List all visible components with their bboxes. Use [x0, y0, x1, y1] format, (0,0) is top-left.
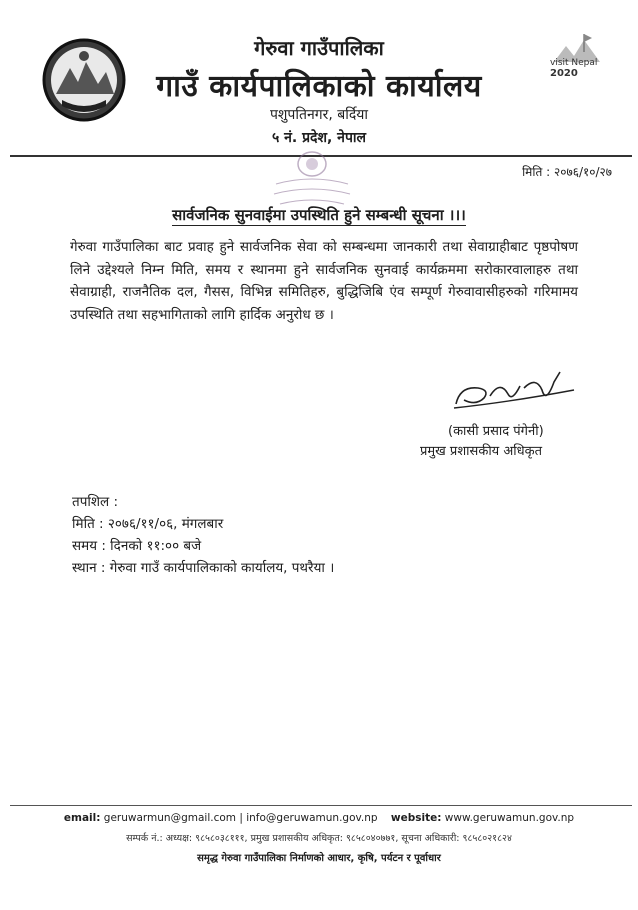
event-place: स्थान : गेरुवा गाउँ कार्यपालिकाको कार्यालय, पथरैया । — [72, 560, 335, 576]
office-province: ५ नं. प्रदेश, नेपाल — [271, 130, 367, 146]
website-label: website: — [390, 812, 442, 824]
office-stamp-icon — [266, 140, 358, 214]
footer-divider — [10, 805, 632, 806]
visit-nepal-label: visit Nepal — [550, 58, 598, 68]
notice-date: मिति : २०७६/१०/२७ — [522, 165, 612, 179]
website-value: www.geruwamun.gov.np — [444, 812, 575, 824]
footer-contacts — [0, 812, 638, 824]
municipality-name: गेरुवा गाउँपालिका — [254, 36, 384, 60]
email-value: geruwarmun@gmail.com | info@geruwamun.gov.np — [103, 812, 378, 824]
details-heading: तपशिल : — [72, 494, 119, 510]
office-address: पशुपतिनगर, बर्दिया — [269, 107, 369, 123]
footer-phone-numbers: सम्पर्क नं.: अध्यक्ष: ९८५८०३८१११, प्रमुख प्रशासकीय अधिकृत: ९८५८०४०७७१, सूचना अधिकारी: ९८५८०२१८२४ — [126, 833, 512, 844]
signature-icon — [450, 368, 580, 414]
signatory-title: प्रमुख प्रशासकीय अधिकृत — [420, 444, 543, 459]
email-label: email: — [63, 812, 101, 824]
signatory-name: (कासी प्रसाद पंगेनी) — [448, 424, 544, 439]
event-details — [72, 491, 334, 579]
visit-nepal-year: 2020 — [550, 68, 578, 79]
notice-body: गेरुवा गाउँपालिका बाट प्रवाह हुने सार्वजनिक सेवा को सम्बन्धमा जानकारी तथा सेवाग्राहीबाट पृष्ठपोषण लिने उद्देश्यले निम्न मिति, समय र स्थानमा हुने सार्वजनिक सुनवाई कार्यक्रममा सरोकारवालाहरु तथा सेवाग्राही, राजनैतिक दल, गैसस, विभिन्न समितिहरु, बुद्धिजिबि एंव सम्पूर्ण गेरुवावासीहरुको गरिमामय उपस्थिति तथा सहभागिताको लागि हार्दिक अनुरोध छ । — [70, 239, 578, 323]
event-time: समय : दिनको ११:०० बजे — [72, 538, 202, 554]
office-name: गाउँ कार्यपालिकाको कार्यालय — [156, 69, 482, 104]
footer-slogan: समृद्ध गेरुवा गाउँपालिका निर्माणको आधार, कृषि, पर्यटन र पूर्वाधार — [197, 853, 441, 864]
event-date: मिति : २०७६/११/०६, मंगलबार — [72, 516, 224, 532]
notice-subject — [0, 205, 638, 225]
notice-subject-text: सार्वजनिक सुनवाईमा उपस्थिति हुने सम्बन्धी सूचना ।।। — [172, 206, 466, 224]
